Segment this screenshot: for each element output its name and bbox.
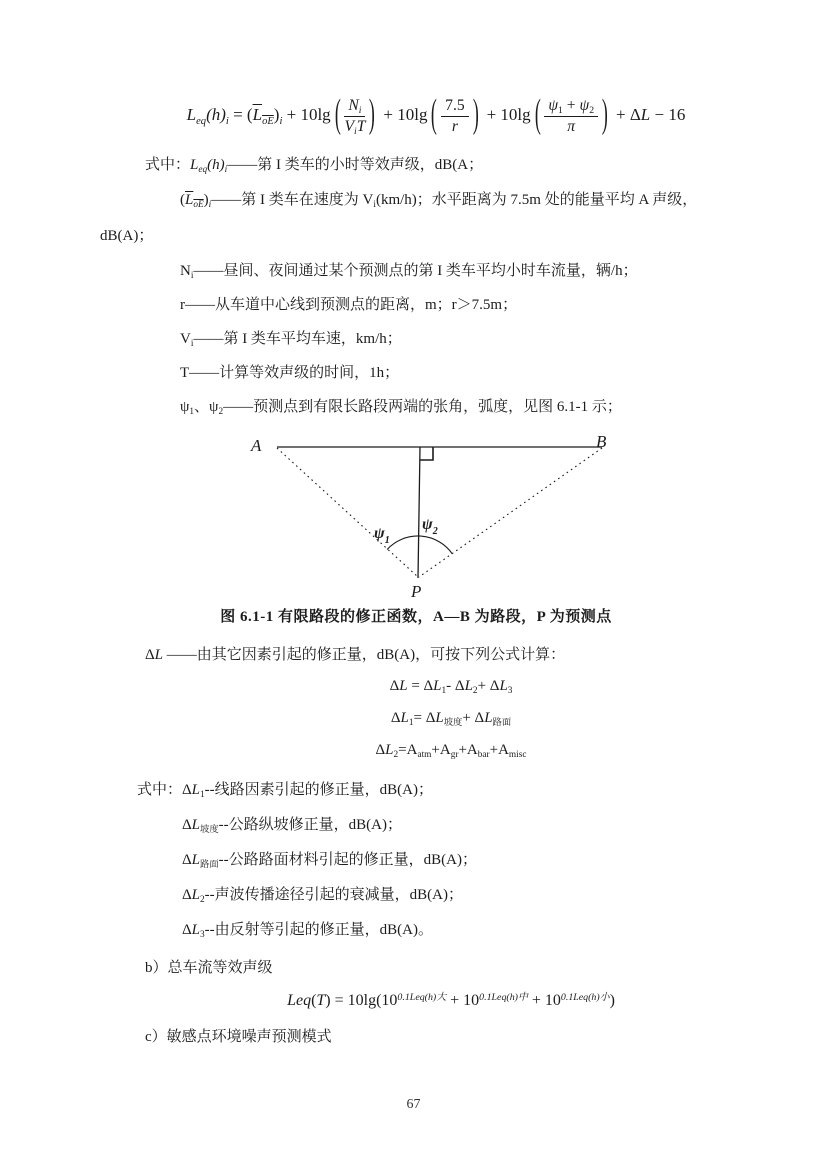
definition-line <box>182 878 477 913</box>
math-token: ( <box>334 91 341 136</box>
math-token: 1 <box>189 407 195 418</box>
figure-diagram <box>150 428 672 600</box>
math-token: 1 <box>408 718 414 729</box>
section-b-heading: b）总车流等效声级 <box>145 960 273 977</box>
right-angle-mark <box>420 447 433 460</box>
math-token: L <box>185 192 194 209</box>
math-token: 2 <box>589 105 595 117</box>
math-token: L <box>435 710 444 727</box>
psi2-subscript: 2 <box>432 526 438 538</box>
math-token: 1 <box>441 686 447 697</box>
math-token: L <box>252 104 263 124</box>
definition-list-primary <box>100 254 732 424</box>
math-token: bar <box>477 750 490 761</box>
definition-list-delta <box>182 773 477 948</box>
definition-line <box>100 356 732 390</box>
math-token: 2 <box>393 750 399 761</box>
math-token: oE <box>262 115 274 127</box>
math-token: eq <box>196 115 207 127</box>
psi2-label <box>422 516 438 537</box>
math-token: N <box>348 97 359 114</box>
math-token: Δ <box>182 817 192 834</box>
math-token: i <box>224 165 228 176</box>
math-token: ——昼间、夜间通过某个预测点的第 I 类车平均小时车流量，辆/h； <box>193 263 638 280</box>
math-token: ——由其它因素引起的修正量，dB(A)，可按下列公式计算： <box>163 647 566 664</box>
math-token: + Δ <box>611 104 641 124</box>
math-token: i <box>353 125 357 137</box>
math-token: +A <box>458 742 478 759</box>
figure-6-1-1 <box>150 428 732 605</box>
math-token: L <box>484 710 493 727</box>
math-token: ——第 I 类车的小时等效声级，dB(A； <box>227 157 484 174</box>
math-token: --由反射等引起的修正量，dB(A)。 <box>204 922 433 939</box>
angle-arc <box>384 535 452 554</box>
math-token: 路面 <box>492 718 512 729</box>
delta-l-intro <box>100 643 732 667</box>
definition-loe <box>100 182 732 254</box>
definition-leq-h <box>190 157 484 176</box>
math-token: - Δ <box>446 678 465 695</box>
where-clause-1 <box>100 153 732 177</box>
math-token: 3 <box>507 686 513 697</box>
math-token: ψ <box>180 399 190 416</box>
math-token: + 10lg <box>282 104 331 124</box>
math-token: r <box>451 117 458 135</box>
math-token: --公路路面材料引起的修正量，dB(A)； <box>218 852 477 869</box>
math-token: Δ <box>182 922 192 939</box>
formula-delta-total <box>100 673 732 699</box>
math-token: ) <box>203 192 209 209</box>
math-token: 2 <box>472 686 478 697</box>
math-token: (h) <box>206 104 226 124</box>
math-token: 1 <box>558 105 563 117</box>
psi1-label <box>374 525 390 546</box>
math-token: ( <box>311 992 317 1010</box>
math-token: 、ψ <box>194 399 219 416</box>
figure-caption: 图 6.1-1 有限路段的修正函数，A—B 为路段，P 为预测点 <box>220 609 612 626</box>
math-token: + 10lg <box>379 104 428 124</box>
math-token: ) <box>472 91 479 136</box>
math-token: 7.5 <box>445 97 465 114</box>
math-token: L <box>191 782 201 799</box>
math-token: L <box>191 922 201 939</box>
math-token: =A <box>398 742 418 759</box>
math-token: 0.1Leq(h)大 <box>397 991 447 1003</box>
sightline-ap <box>277 448 418 577</box>
formula-total-leq <box>100 985 732 1017</box>
where-clause-2 <box>100 773 732 948</box>
math-token: r——从车道中心线到预测点的距离，m；r＞7.5m； <box>180 297 518 314</box>
math-token: i <box>225 115 229 127</box>
math-token: 0.1Leq(h)中 <box>479 991 528 1003</box>
formula-delta-2 <box>100 737 732 763</box>
math-token: eq <box>198 165 208 176</box>
formula-hourly-leq <box>100 91 732 137</box>
math-token <box>252 104 274 127</box>
math-token: ) <box>601 91 608 136</box>
math-token: + 10lg <box>482 104 531 124</box>
math-token: 3 <box>200 930 205 941</box>
math-token: + Δ <box>477 678 500 695</box>
math-token: Δ <box>389 678 400 695</box>
math-token: L <box>191 887 201 904</box>
math-token: 1 <box>200 790 205 801</box>
definition-line <box>100 254 732 288</box>
math-token: L <box>385 742 394 759</box>
definition-line <box>100 288 732 322</box>
math-token: +A <box>431 742 451 759</box>
math-token: T <box>316 992 326 1010</box>
math-token: ( <box>534 91 541 136</box>
psi1-subscript: 1 <box>384 535 390 547</box>
math-token: misc <box>508 750 527 761</box>
definition-line <box>182 773 477 808</box>
math-token: oE <box>193 200 204 211</box>
math-token: + 10 <box>527 992 561 1010</box>
math-token: L <box>399 678 408 695</box>
math-token: ) <box>609 992 615 1010</box>
formula-delta-1 <box>100 705 732 731</box>
math-token: (h) <box>207 157 225 174</box>
math-token: i <box>208 200 212 211</box>
math-token: Leq <box>287 992 312 1010</box>
math-token: ) = 10lg(10 <box>325 992 398 1010</box>
math-token: 坡度 <box>200 825 219 836</box>
math-token: ——第 I 类车平均车速，km/h； <box>193 331 402 348</box>
math-token: i <box>373 200 376 211</box>
definition-line <box>100 322 732 356</box>
math-token: V <box>344 117 354 135</box>
math-token: ——第 I 类车在速度为 V <box>211 192 374 209</box>
math-token: L <box>190 157 199 174</box>
math-token: (km/h)；水平距离为 7.5m 处的能量平均 A 声级，dB(A)； <box>100 192 698 245</box>
where-label-2: 式中： <box>137 782 183 799</box>
math-token: atm <box>417 750 432 761</box>
math-token: Δ <box>182 852 192 869</box>
math-token: L <box>640 104 651 124</box>
math-token: gr <box>450 750 459 761</box>
math-token: --线路因素引起的修正量，dB(A)； <box>204 782 433 799</box>
sightline-bp <box>419 448 602 577</box>
math-token: L <box>433 678 442 695</box>
math-token: Δ <box>375 742 386 759</box>
math-token: ) <box>273 104 280 124</box>
math-token: Δ <box>145 647 155 664</box>
math-token: i <box>190 339 194 350</box>
math-token: + Δ <box>462 710 485 727</box>
math-token: L <box>154 647 163 664</box>
math-token: ) <box>369 91 376 136</box>
math-token: L <box>186 104 197 124</box>
math-token: ψ <box>548 97 559 114</box>
math-token: 路面 <box>200 860 219 871</box>
math-token: --声波传播途径引起的衰减量，dB(A)； <box>204 887 463 904</box>
math-token: Δ <box>182 887 192 904</box>
math-token: 0.1Leq(h)小 <box>560 991 610 1003</box>
math-token: --公路纵坡修正量，dB(A)； <box>218 817 402 834</box>
math-token: +A <box>489 742 509 759</box>
math-token: L <box>191 817 201 834</box>
math-token: ( <box>180 192 185 209</box>
vertex-a-label: A <box>251 436 262 456</box>
math-token: − 16 <box>650 104 686 124</box>
definition-line <box>182 913 477 948</box>
section-c-heading: c）敏感点环境噪声预测模式 <box>145 1029 332 1046</box>
page-number: 67 <box>406 1097 421 1112</box>
math-token: i <box>279 115 283 127</box>
math-token: Δ <box>390 710 401 727</box>
math-token: π <box>567 117 576 135</box>
math-token: i <box>358 105 362 117</box>
math-token: L <box>191 852 201 869</box>
math-token: 坡度 <box>443 718 463 729</box>
math-token: = ( <box>228 104 253 124</box>
math-token: ψ <box>579 97 590 114</box>
math-token: + 10 <box>446 992 480 1010</box>
math-token: + <box>562 97 580 114</box>
perpendicular-line <box>418 447 420 578</box>
math-token <box>544 96 598 136</box>
math-token: L <box>464 678 473 695</box>
definition-line <box>100 390 732 424</box>
vertex-p-label: P <box>411 582 422 601</box>
math-token: = Δ <box>413 710 436 727</box>
math-token: T <box>356 117 366 135</box>
where-label: 式中： <box>145 157 191 174</box>
math-token: V <box>180 331 191 348</box>
math-token: N <box>180 263 191 280</box>
definition-line <box>182 808 477 843</box>
math-token: L <box>499 678 508 695</box>
definition-line <box>182 843 477 878</box>
vertex-b-label: B <box>596 432 607 452</box>
math-token: = Δ <box>407 678 434 695</box>
math-token <box>185 192 204 211</box>
math-token: Δ <box>182 782 192 799</box>
math-token: ——预测点到有限长路段两端的张角，弧度，见图 6.1-1 示； <box>223 399 622 416</box>
math-token: 2 <box>218 407 224 418</box>
math-token: i <box>190 271 194 282</box>
math-token: L <box>400 710 409 727</box>
psi1-symbol: ψ <box>374 525 385 543</box>
math-token <box>344 96 365 136</box>
math-token: ( <box>431 91 438 136</box>
psi2-symbol: ψ <box>422 516 433 534</box>
math-token: 2 <box>200 895 205 906</box>
math-token: T——计算等效声级的时间，1h； <box>180 365 400 382</box>
math-token <box>441 96 469 136</box>
